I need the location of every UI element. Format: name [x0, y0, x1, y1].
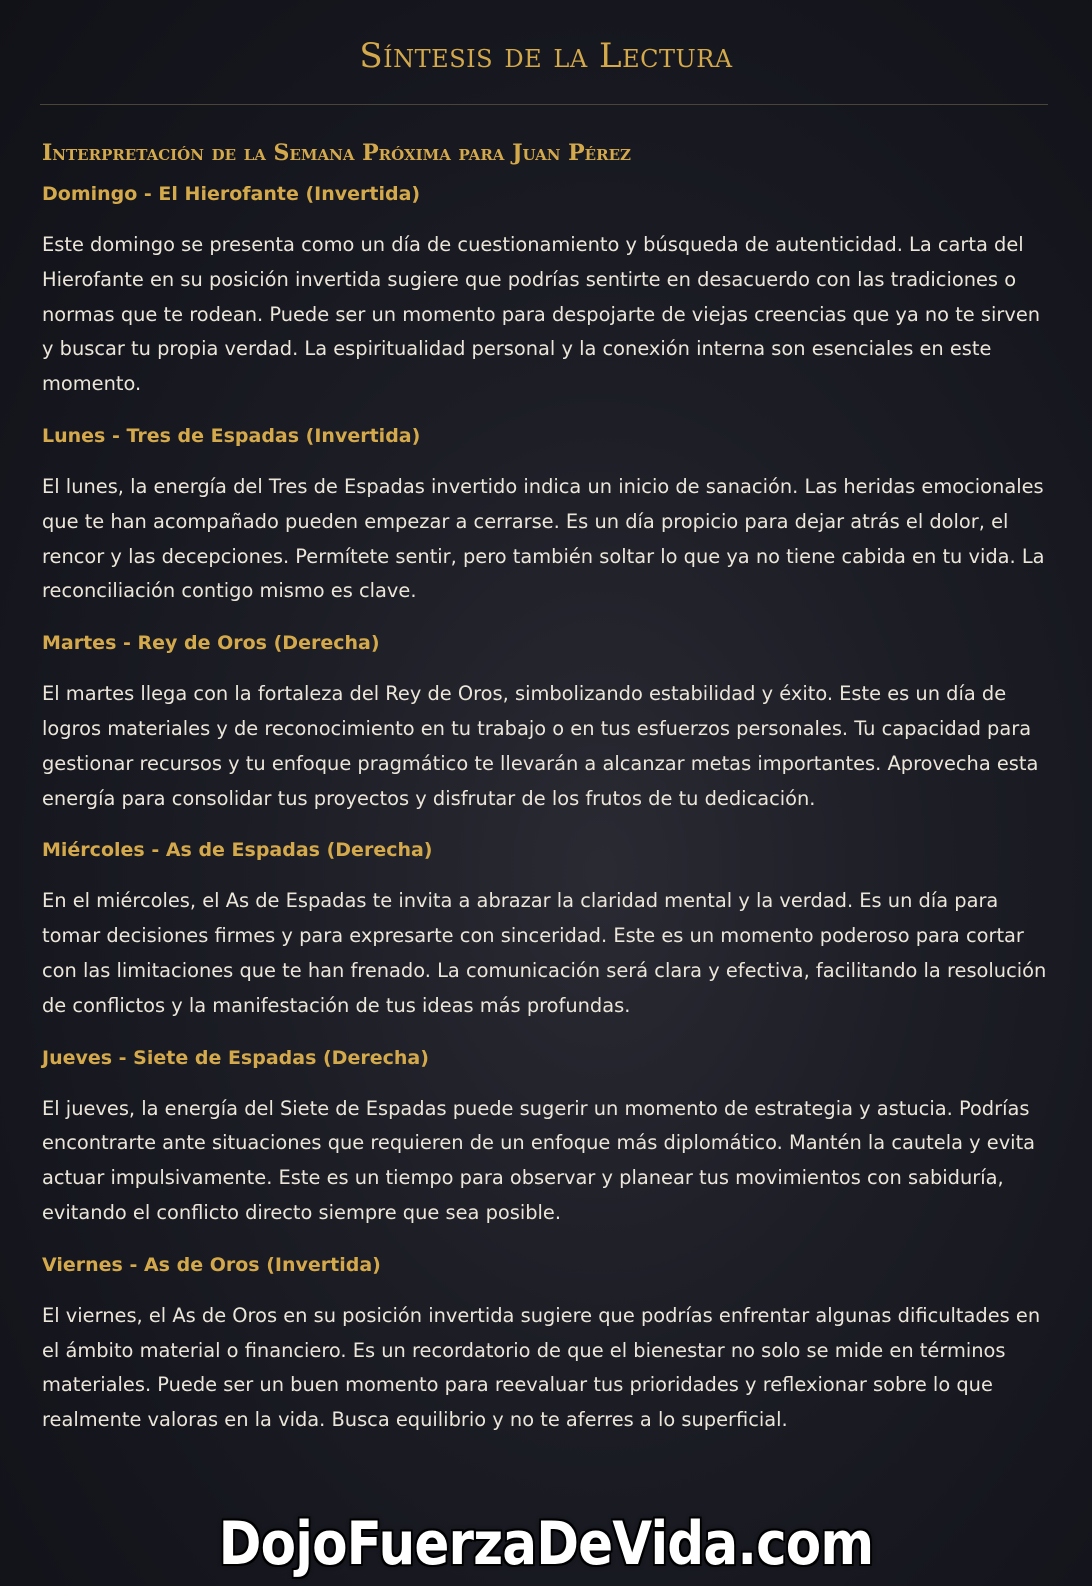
day-text: En el miércoles, el As de Espadas te invita a abrazar la claridad mental y la verdad. Es un día para tomar decisiones firmes y para expresarte con sinceridad. Este es un momento poderoso para cortar con las limitaciones que te han frenado. La comunicación será clara y efectiva, facilitando la resolución de conflictos y la manifestación de tus ideas más profundas. [42, 889, 1047, 1017]
day-block-martes [42, 631, 1052, 816]
day-block-lunes [42, 424, 1052, 609]
day-heading: Domingo - El Hierofante (Invertida) [42, 183, 421, 205]
day-text: Este domingo se presenta como un día de cuestionamiento y búsqueda de autenticidad. La carta del Hierofante en su posición invertida sugiere que podrías sentirte en desacuerdo con las tradiciones o normas que te rodean. Puede ser un momento para despojarte de viejas creencias que ya no te sirven y buscar tu propia verdad. La espiritualidad personal y la conexión interna son esenciales en este momento. [42, 233, 1041, 396]
reading-content [42, 136, 1052, 1460]
day-text: El martes llega con la fortaleza del Rey de Oros, simbolizando estabilidad y éxito. Este es un día de logros materiales y de reconocimiento en tu trabajo o en tus esfuerzos personales. Tu capacidad para gestionar recursos y tu enfoque pragmático te llevarán a alcanzar metas importantes. Aprovecha esta energía para consolidar tus proyectos y disfrutar de los frutos de tu dedicación. [42, 682, 1039, 810]
day-heading: Jueves - Siete de Espadas (Derecha) [42, 1046, 429, 1069]
day-heading: Miércoles - As de Espadas (Derecha) [42, 839, 433, 862]
day-heading: Martes - Rey de Oros (Derecha) [42, 632, 380, 655]
day-block-domingo [42, 182, 1052, 402]
page-title: Síntesis de la Lectura [359, 36, 733, 76]
day-text: El jueves, la energía del Siete de Espadas puede sugerir un momento de estrategia y astucia. Podrías encontrarte ante situaciones que requieren de un enfoque más diplomático. Mantén la cautela y evita actuar impulsivamente. Este es un tiempo para observar y planear tus movimientos con sabiduría, evitando el conflicto directo siempre que sea posible. [42, 1096, 1036, 1224]
day-text: El lunes, la energía del Tres de Espadas invertido indica un inicio de sanación. Las heridas emocionales que te han acompañado pueden empezar a cerrarse. Es un día propicio para dejar atrás el dolor, el rencor y las decepciones. Permítete sentir, pero también soltar lo que ya no tiene cabida en tu vida. La reconciliación contigo mismo es clave. [42, 474, 1045, 603]
day-heading: Lunes - Tres de Espadas (Invertida) [42, 424, 421, 447]
day-text: El viernes, el As de Oros en su posición invertida sugiere que podrías enfrentar algunas dificultades en el ámbito material o financiero. Es un recordatorio de que el bienestar no solo se mide en términos materiales. Puede ser un buen momento para reevaluar tus prioridades y reflexionar sobre lo que realmente valoras en la vida. Busca equilibrio y no te aferres a lo superficial. [42, 1303, 1041, 1432]
day-block-jueves [42, 1046, 1052, 1231]
day-heading: Viernes - As de Oros (Invertida) [42, 1253, 381, 1276]
title-divider [40, 104, 1048, 105]
day-block-viernes [42, 1253, 1052, 1438]
section-title: Interpretación de la Semana Próxima para Juan Pérez [42, 140, 631, 166]
day-block-miercoles [42, 838, 1052, 1023]
watermark: DojoFuerzaDeVida.com [218, 1509, 874, 1579]
